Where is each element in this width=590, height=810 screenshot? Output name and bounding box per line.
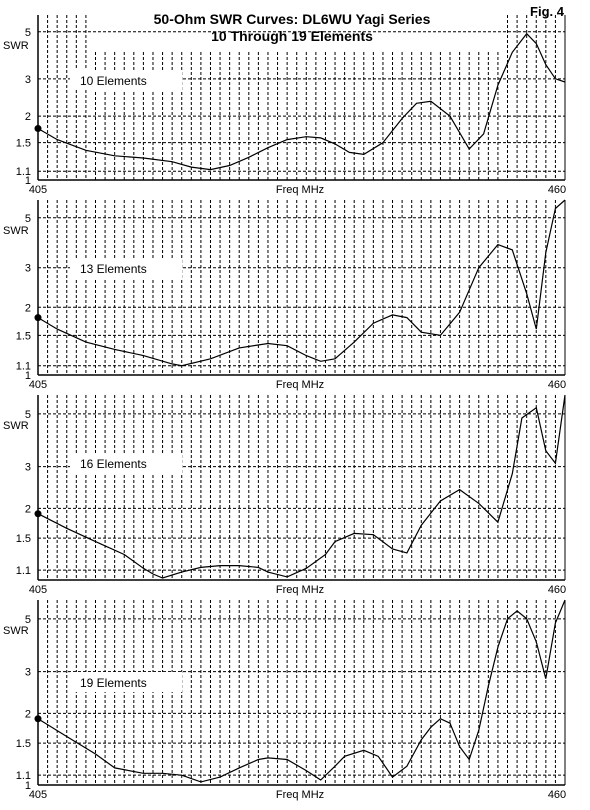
x-tick-label-start: 405 [28, 184, 48, 196]
x-axis-label: Freq MHz [275, 584, 325, 596]
x-tick-label-end: 460 [547, 184, 567, 196]
swr-panel-4 [3, 600, 566, 801]
swr-curve [38, 200, 565, 366]
y-tick-label: 1 [24, 370, 31, 382]
y-tick-label: 3 [24, 461, 31, 474]
y-tick-label: 1.1 [15, 770, 31, 783]
y-tick-label: 2 [24, 302, 31, 315]
x-axis-label: Freq MHz [275, 184, 325, 196]
y-tick-label: 5 [24, 212, 31, 225]
chart-panels [3, 15, 566, 801]
swr-panel-2 [3, 200, 566, 391]
swr-curve [38, 395, 565, 578]
y-tick-label: 1.1 [15, 166, 31, 179]
y-tick-label: 1.5 [15, 533, 31, 546]
x-tick-label-start: 405 [28, 584, 48, 596]
y-tick-label: 1.5 [15, 738, 31, 751]
y-tick-label: 5 [24, 26, 31, 39]
x-tick-label-end: 460 [547, 789, 567, 801]
y-tick-label: 1.5 [15, 330, 31, 343]
y-tick-label: 1 [24, 780, 31, 792]
figure-label: Fig. 4 [530, 4, 564, 19]
x-axis-label: Freq MHz [275, 379, 325, 391]
y-tick-label: 3 [24, 262, 31, 275]
x-tick-label-start: 405 [28, 379, 48, 391]
start-marker [35, 314, 42, 321]
y-tick-label: 2 [24, 708, 31, 721]
figure-title-line2: 10 Through 19 Elements [211, 28, 373, 44]
x-tick-label-end: 460 [547, 584, 567, 596]
element-count-annotation: 13 Elements [80, 262, 147, 276]
y-tick-label: 5 [24, 408, 31, 421]
swr-curve [38, 34, 565, 170]
y-axis-label: SWR [3, 625, 29, 637]
y-tick-label: 1.5 [15, 137, 31, 150]
element-count-annotation: 19 Elements [80, 676, 147, 690]
x-tick-label-end: 460 [547, 379, 567, 391]
y-tick-label: 1.1 [15, 565, 31, 578]
element-count-annotation: 10 Elements [80, 74, 147, 88]
swr-panel-3 [3, 395, 566, 596]
start-marker [35, 715, 42, 722]
y-tick-label: 5 [24, 613, 31, 626]
x-tick-label-start: 405 [28, 789, 48, 801]
y-axis-label: SWR [3, 225, 29, 237]
y-tick-label: 3 [24, 666, 31, 679]
y-tick-label: 2 [24, 503, 31, 516]
y-tick-label: 3 [24, 73, 31, 86]
x-axis-label: Freq MHz [275, 789, 325, 801]
element-count-annotation: 16 Elements [80, 457, 147, 471]
y-tick-label: 2 [24, 111, 31, 124]
start-marker [35, 125, 42, 132]
y-axis-label: SWR [3, 40, 29, 52]
start-marker [35, 510, 42, 517]
y-axis-label: SWR [3, 420, 29, 432]
figure-title-line1: 50-Ohm SWR Curves: DL6WU Yagi Series [153, 11, 431, 27]
y-tick-label: 1 [24, 175, 31, 187]
y-tick-label: 1.1 [15, 360, 31, 373]
